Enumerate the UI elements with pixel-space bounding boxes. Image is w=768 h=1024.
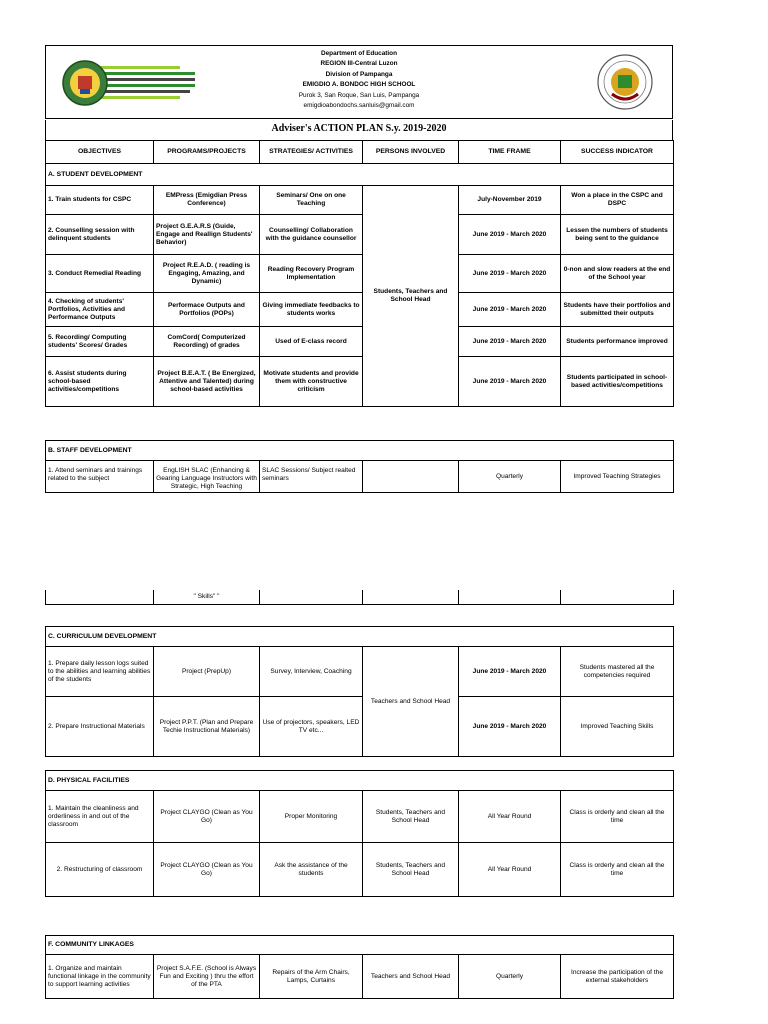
objective-cell: 3. Conduct Remedial Reading [46,255,154,293]
timeframe-cell: Quarterly [459,461,561,493]
section-row [46,164,674,186]
staff-development-table [45,440,674,493]
table-header-row [46,141,674,164]
program-cell: Project P.P.T. (Plan and Prepare Techie Instructional Materials) [154,697,260,757]
header-line-region: REGION III-Central Luzon [320,60,398,68]
objective-cell: 4. Checking of students' Portfolios, Activities and Performance Outputs [46,293,154,327]
strategy-cell: Used of E-class record [260,327,363,357]
indicator-cell: Students participated in school-based activities/competitions [561,357,674,407]
table-row [46,357,674,407]
timeframe-cell: June 2019 - March 2020 [459,697,561,757]
objective-cell: 1. Train students for CSPC [46,186,154,215]
strategy-cell: Seminars/ One on one Teaching [260,186,363,215]
strategy-cell: Giving immediate feedbacks to students works [260,293,363,327]
persons-cell: Students, Teachers and School Head [363,186,459,407]
strategy-cell: Use of projectors, speakers, LED TV etc... [260,697,363,757]
community-linkages-table [45,935,674,999]
timeframe-cell: June 2019 - March 2020 [459,293,561,327]
indicator-cell: Lessen the numbers of students being sent to the guidance [561,215,674,255]
program-cell: Project S.A.F.E. (School is Always Fun and Exciting ) thru the effort of the PTA [154,955,260,999]
indicator-cell: Improved Teaching Strategies [561,461,674,493]
objective-cell: 1. Prepare daily lesson logs suited to the abilities and learning abilities of the students [46,647,154,697]
persons-cell: Students, Teachers and School Head [363,791,459,843]
program-cell: Project G.E.A.R.S (Guide, Engage and Reallign Students' Behavior) [154,215,260,255]
header-lines [46,49,672,111]
persons-cell: Teachers and School Head [363,647,459,757]
header-line-address: Purok 3, San Roque, San Luis, Pampanga [298,91,420,99]
table-row [46,843,674,897]
timeframe-cell: June 2019 - March 2020 [459,327,561,357]
indicator-cell: Class is orderly and clean all the time [561,843,674,897]
program-cell: ComCord( Computerized Recording) of grades [154,327,260,357]
section-title: F. COMMUNITY LINKAGES [46,936,674,955]
strategy-cell [260,590,363,604]
program-cell-continuation: " Skills" " [154,590,260,604]
header-line-email: emigdioabondochs.sanluis@gmail.com [303,102,415,110]
timeframe-cell: June 2019 - March 2020 [459,215,561,255]
objective-cell: 5. Recording/ Computing students' Scores/ Grades [46,327,154,357]
strategy-cell: Repairs of the Arm Chairs, Lamps, Curtains [260,955,363,999]
indicator-cell: Won a place in the CSPC and DSPC [561,186,674,215]
column-header: OBJECTIVES [46,141,154,164]
header-line-school: EMIGDIO A. BONDOC HIGH SCHOOL [302,81,416,89]
header-line-division: Division of Pampanga [325,70,393,78]
table-row [46,697,674,757]
persons-cell [363,461,459,493]
program-cell: EngLISH SLAC (Enhancing & Gearing Language Instructors with Strategic, High Teaching [154,461,260,493]
persons-cell: Teachers and School Head [363,955,459,999]
timeframe-cell: All Year Round [459,791,561,843]
table-row [46,293,674,327]
strategy-cell: Proper Monitoring [260,791,363,843]
persons-cell: Students, Teachers and School Head [363,843,459,897]
timeframe-cell: June 2019 - March 2020 [459,357,561,407]
strategy-cell: Ask the assistance of the students [260,843,363,897]
column-header: TIME FRAME [459,141,561,164]
objective-cell: 1. Maintain the cleanliness and orderliness in and out of the classroom [46,791,154,843]
indicator-cell: Students mastered all the competencies required [561,647,674,697]
timeframe-cell [459,590,561,604]
persons-cell [363,590,459,604]
objective-cell: 1. Organize and maintain functional linkage in the community to support learning activities [46,955,154,999]
curriculum-development-table [45,626,674,757]
indicator-cell: Students have their portfolios and submitted their outputs [561,293,674,327]
objective-cell: 2. Counselling session with delinquent students [46,215,154,255]
column-header: STRATEGIES/ ACTIVITIES [260,141,363,164]
program-cell: Project (PrepUp) [154,647,260,697]
table-row [46,186,674,215]
indicator-cell: Increase the participation of the external stakeholders [561,955,674,999]
objective-cell [46,590,154,604]
program-cell: EMPress (Emigdian Press Conference) [154,186,260,215]
page-title: Adviser's ACTION PLAN S.y. 2019-2020 [45,120,673,140]
timeframe-cell: July-November 2019 [459,186,561,215]
strategy-cell: Counselling/ Collaboration with the guidance counsellor [260,215,363,255]
objective-cell: 2. Restructuring of classroom [46,843,154,897]
section-row [46,441,674,461]
column-header: PERSONS INVOLVED [363,141,459,164]
strategy-cell: Reading Recovery Program Implementation [260,255,363,293]
document-header [45,45,673,119]
indicator-cell [561,590,674,604]
table-row [46,791,674,843]
program-cell: Project B.E.A.T. ( Be Energized, Attentive and Talented) during school-based activities [154,357,260,407]
timeframe-cell: June 2019 - March 2020 [459,255,561,293]
header-line-agency: Department of Education [321,50,397,57]
table-row [46,955,674,999]
program-cell: Project CLAYGO (Clean as You Go) [154,843,260,897]
strategy-cell: Survey, Interview, Coaching [260,647,363,697]
physical-facilities-table [45,770,674,897]
indicator-cell: Class is orderly and clean all the time [561,791,674,843]
section-title: C. CURRICULUM DEVELOPMENT [46,627,674,647]
timeframe-cell: All Year Round [459,843,561,897]
indicator-cell: Improved Teaching Skills [561,697,674,757]
program-cell: Project CLAYGO (Clean as You Go) [154,791,260,843]
section-title: B. STAFF DEVELOPMENT [46,441,674,461]
objective-cell: 2. Prepare Instructional Materials [46,697,154,757]
strategy-cell: SLAC Sessions/ Subject realted seminars [260,461,363,493]
timeframe-cell: June 2019 - March 2020 [459,647,561,697]
column-header: SUCCESS INDICATOR [561,141,674,164]
section-title: D. PHYSICAL FACILITIES [46,771,674,791]
table-row [46,327,674,357]
timeframe-cell: Quarterly [459,955,561,999]
strategy-cell: Motivate students and provide them with constructive criticism [260,357,363,407]
column-header: PROGRAMS/PROJECTS [154,141,260,164]
table-row [46,461,674,493]
program-cell: Performace Outputs and Portfolios (POPs) [154,293,260,327]
indicator-cell: Students performance improved [561,327,674,357]
student-development-table [45,140,674,407]
program-cell: Project R.E.A.D. ( reading is Engaging, Amazing, and Dynamic) [154,255,260,293]
objective-cell: 6. Assist students during school-based activities/competitions [46,357,154,407]
objective-cell: 1. Attend seminars and trainings related to the subject [46,461,154,493]
school-seal-icon [594,52,656,112]
section-title: A. STUDENT DEVELOPMENT [46,164,674,186]
section-row [46,627,674,647]
table-row [46,255,674,293]
table-row [46,215,674,255]
table-row [46,647,674,697]
table-row [46,590,674,604]
staff-development-continuation [45,590,674,605]
section-row [46,771,674,791]
section-row [46,936,674,955]
indicator-cell: 0-non and slow readers at the end of the School year [561,255,674,293]
